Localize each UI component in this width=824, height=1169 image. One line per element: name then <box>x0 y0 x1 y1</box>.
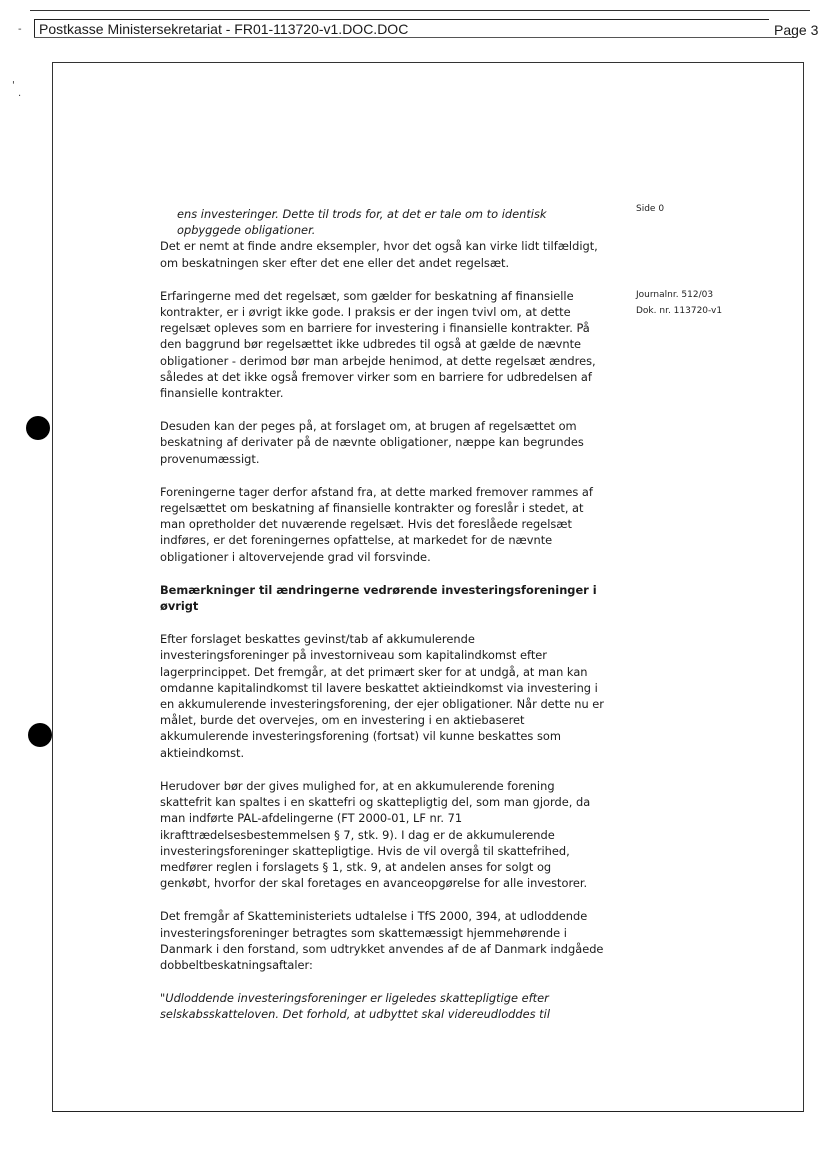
document-number: Dok. nr. 113720-v1 <box>636 306 723 316</box>
paragraph: Det er nemt at finde andre eksempler, hvor det også kan virke lidt tilfældigt, om beskatningen sker efter det ene eller det andet regelsæt. <box>160 239 598 270</box>
punch-hole <box>26 416 50 440</box>
paragraph: Herudover bør der gives mulighed for, at en akkumulerende forening skattefrit kan spaltes i en skattefri og skattepligtig del, som man gjorde, da man indførte PAL-afdelingerne (FT 2000-01, LF nr. 71 ikrafttrædelsesbestemmelsen § 7, stk. 9). I dag er de akkumulerende investeringsforeninger skattepligtige. Hvis de vil overgå til skattefrihed, medfører reglen i forslagets § 1, stk. 9, at andelen anses for solgt og genkøbt, hvorfor der skal foretages en avanceopgørelse for alle investorer. <box>160 778 591 891</box>
letter-body <box>160 206 605 1040</box>
punch-hole <box>28 723 52 747</box>
journal-number: Journalnr. 512/03 <box>636 290 714 300</box>
scan-mark: . <box>18 88 22 99</box>
paragraph-italic: ens investeringer. Dette til trods for, at det er tale om to identisk opbyggede obligationer. <box>177 207 547 238</box>
paragraph: Desuden kan der peges på, at forslaget om, at brugen af regelsættet om beskatning af derivater på de nævnte obligationer, næppe kan begrundes provenumæssigt. <box>160 419 584 466</box>
header-underline <box>34 37 794 38</box>
paragraph: Det fremgår af Skatteministeriets udtalelse i TfS 2000, 394, at udloddende investeringsforeninger betragtes som skattemæssigt hjemmehørende i Danmark i den forstand, som udtrykket anvendes af de af Danmark indgåede dobbeltbeskatningsaftaler: <box>160 909 604 972</box>
scan-mark: ' <box>12 80 15 91</box>
paragraph: Erfaringerne med det regelsæt, som gælder for beskatning af finansielle kontrakter, er i øvrigt ikke gode. I praksis er der ingen tvivl om, at dette regelsæt opleves som en barriere for investering i finansielle kontrakter. På den baggrund bør regelsættet ikke udbredes til også at gælde de nævnte obligationer - derimod bør man arbejde henimod, at dette regelsæt ændres, således at det ikke også fremover virker som en barriere for udbredelsen af finansielle kontrakter. <box>160 288 596 401</box>
fax-header-title: Postkasse Ministersekretariat - FR01-113720-v1.DOC.DOC <box>34 19 769 38</box>
side-label: Side 0 <box>636 204 665 214</box>
paragraph: Efter forslaget beskattes gevinst/tab af akkumulerende investeringsforeninger på investorniveau som kapitalindkomst efter lagerprincippet. Det fremgår, at det primært sker for at undgå, at man kan omdanne kapitalindkomst til lavere beskattet aktieindkomst via investering i en akkumulerende investeringsforening, der ejer obligationer. Når dette nu er målet, burde det overvejes, om en investering i en aktiebaseret akkumulerende investeringsforening (fortsat) vil kunne beskattes som aktieindkomst. <box>160 632 604 760</box>
quote-paragraph: "Udloddende investeringsforeninger er ligeledes skattepligtige efter selskabsskatteloven. Det forhold, at udbyttet skal videreudloddes til <box>160 991 550 1022</box>
header-top-rule <box>30 10 810 11</box>
section-heading: Bemærkninger til ændringerne vedrørende investeringsforeninger i øvrigt <box>160 582 597 614</box>
scan-mark: - <box>18 24 22 35</box>
paragraph: Foreningerne tager derfor afstand fra, at dette marked fremover rammes af regelsættet om beskatning af finansielle kontrakter og foreslår i stedet, at man opretholder det nuværende regelsæt. Hvis det foreslåede regelsæt indføres, er det foreningernes opfattelse, at markedet for de nævnte obligationer i altovervejende grad vil forsvinde. <box>160 484 593 564</box>
page-number: Page 3 <box>774 22 819 38</box>
